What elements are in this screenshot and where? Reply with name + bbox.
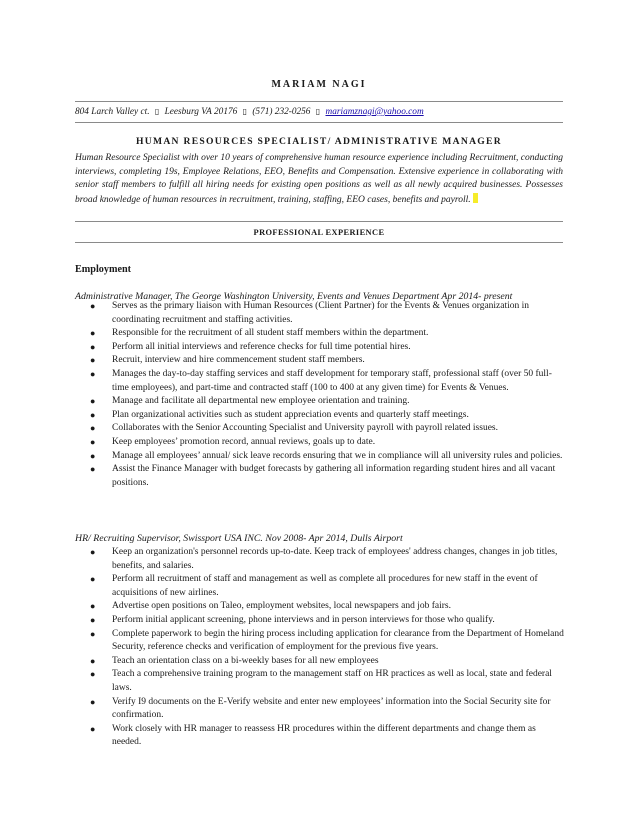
bullet-item (75, 546, 565, 573)
bullet-text: Advertise open positions on Taleo, employment websites, local newspapers and job fairs. (112, 601, 451, 612)
bullet-item (75, 422, 565, 436)
header-divider (75, 101, 563, 102)
bullet-item (75, 600, 565, 614)
bullet-text: Teach a comprehensive training program to the management staff on HR practices as well as local, state and federal laws. (112, 669, 552, 693)
bullet-item (75, 463, 565, 490)
bullet-icon: ● (90, 423, 96, 434)
bullet-text: Assist the Finance Manager with budget forecasts by gathering all information regarding student hires and all vacant positions. (112, 464, 556, 488)
bullet-item (75, 327, 565, 341)
bullet-icon: ● (90, 328, 96, 339)
bullet-text: Perform all initial interviews and reference checks for full time potential hires. (112, 341, 411, 352)
summary-text: Human Resource Specialist with over 10 years of comprehensive human resource experience including Recruitment, conducting interviews, completing 19s, Employee Relations, EEO, Benefits and Compensation. Extensive experience in collaborating with senior staff members to fulfill all hiring needs for existing open positions as well as all newly acquired businesses. Possesses broad knowledge of human resources in recruitment, training, staffing, EEO cases, benefits and payroll. (75, 153, 563, 205)
bullet-item (75, 341, 565, 355)
bullet-text: Manage all employees’ annual/ sick leave records ensuring that we in compliance will all university rules and policies. (112, 450, 563, 461)
bullet-text: Work closely with HR manager to reassess HR procedures within the different departments and change them as needed. (112, 723, 536, 748)
section-divider-top (75, 221, 563, 222)
bullet-icon: ● (90, 450, 96, 461)
bullet-item (75, 354, 565, 368)
section-divider-bottom (75, 242, 563, 243)
bullet-item (75, 300, 565, 327)
job-title: HR/ Recruiting Supervisor, Swissport USA INC. Nov 2008- Apr 2014, Dulls Airport (75, 533, 403, 544)
bullet-text: Teach an orientation class on a bi-weekly bases for all new employees (112, 655, 379, 666)
bullet-icon: ● (90, 614, 96, 625)
bullet-text: Manage and facilitate all departmental new employee orientation and training. (112, 396, 410, 407)
bullet-text: Serves as the primary liaison with Human Resources (Client Partner) for the Events & Venues organization in coordinating recruitment and staffing activities. (112, 301, 530, 325)
bullet-icon: ● (90, 409, 96, 420)
summary-paragraph (75, 152, 563, 207)
employment-heading: Employment (75, 264, 132, 275)
bullet-item (75, 368, 565, 395)
bullet-item (75, 655, 565, 669)
bullet-text: Collaborates with the Senior Accounting Specialist and University payroll with payroll related issues. (112, 423, 498, 434)
city: Leesburg VA 20176 (164, 107, 238, 117)
bullet-item (75, 436, 565, 450)
bullet-text: Keep employees’ promotion record, annual reviews, goals up to date. (112, 436, 376, 447)
bullet-icon: ● (90, 655, 96, 666)
email-link[interactable]: mariamznagi@yahoo.com (325, 107, 424, 117)
bullet-icon: ● (90, 341, 96, 352)
section-title: PROFESSIONAL EXPERIENCE (253, 228, 385, 237)
contact-divider (75, 122, 563, 123)
bullet-icon: ● (90, 628, 96, 639)
contact-line (75, 107, 424, 117)
bullet-icon: ● (90, 723, 96, 734)
bullet-item (75, 395, 565, 409)
bullet-icon: ● (90, 696, 96, 707)
bullet-text: Manages the day-to-day staffing services and staff development for temporary staff, professional staff (over 50 full-time employees), and part-time and contracted staff (100 to 400 at any given time) for Events & Venues. (112, 368, 552, 393)
address: 804 Larch Valley ct. (75, 107, 150, 117)
professional-headline: HUMAN RESOURCES SPECIALIST/ ADMINISTRATIVE MANAGER (135, 136, 502, 147)
bullet-text: Plan organizational activities such as student appreciation events and quarterly staff meetings. (112, 409, 469, 420)
bullet-icon: ● (90, 436, 96, 447)
bullet-icon: ● (90, 355, 96, 366)
bullet-text: Keep an organization's personnel records up-to-date. Keep track of employees' address changes, changes in job titles, benefits, and salaries. (112, 547, 558, 571)
bullet-item (75, 409, 565, 423)
bullet-text: Complete paperwork to begin the hiring process including application for clearance from the Department of Homeland Security, reference checks and verification of employment for the previous five years. (112, 628, 564, 653)
bullet-icon: ● (90, 301, 96, 311)
candidate-name: MARIAM NAGI (271, 79, 367, 90)
bullet-item (75, 573, 565, 600)
bullet-text: Perform initial applicant screening, phone interviews and in person interviews for those who qualify. (112, 614, 495, 625)
bullet-item (75, 723, 565, 750)
bullet-icon: ● (90, 574, 96, 585)
bullet-text: Responsible for the recruitment of all student staff members within the department. (112, 328, 429, 339)
separator-glyph: ▯ (154, 107, 160, 116)
separator-glyph: ▯ (315, 107, 321, 116)
bullet-item (75, 450, 565, 464)
phone: (571) 232-0256 (252, 107, 311, 117)
job-title: Administrative Manager, The George Washington University, Events and Venues Department Apr 2014- present (75, 291, 513, 302)
separator-glyph: ▯ (242, 107, 247, 116)
bullet-icon: ● (90, 464, 96, 475)
job-bullets (75, 546, 565, 750)
bullet-text: Perform all recruitment of staff and management as well as complete all procedures for new staff in the event of acquisitions of new airlines. (112, 574, 538, 598)
bullet-text: Recruit, interview and hire commencement student staff members. (112, 355, 365, 366)
bullet-icon: ● (90, 601, 96, 612)
bullet-icon: ● (90, 547, 96, 557)
bullet-icon: ● (90, 669, 96, 680)
bullet-icon: ● (90, 368, 96, 379)
highlight-mark (473, 193, 478, 203)
bullet-icon: ● (90, 396, 96, 407)
bullet-text: Verify I9 documents on the E-Verify website and enter new employees’ information into the Social Security site for confirmation. (112, 696, 551, 721)
bullet-item (75, 696, 565, 723)
bullet-item (75, 668, 565, 695)
bullet-item (75, 614, 565, 628)
bullet-item (75, 628, 565, 655)
job-bullets (75, 300, 565, 490)
